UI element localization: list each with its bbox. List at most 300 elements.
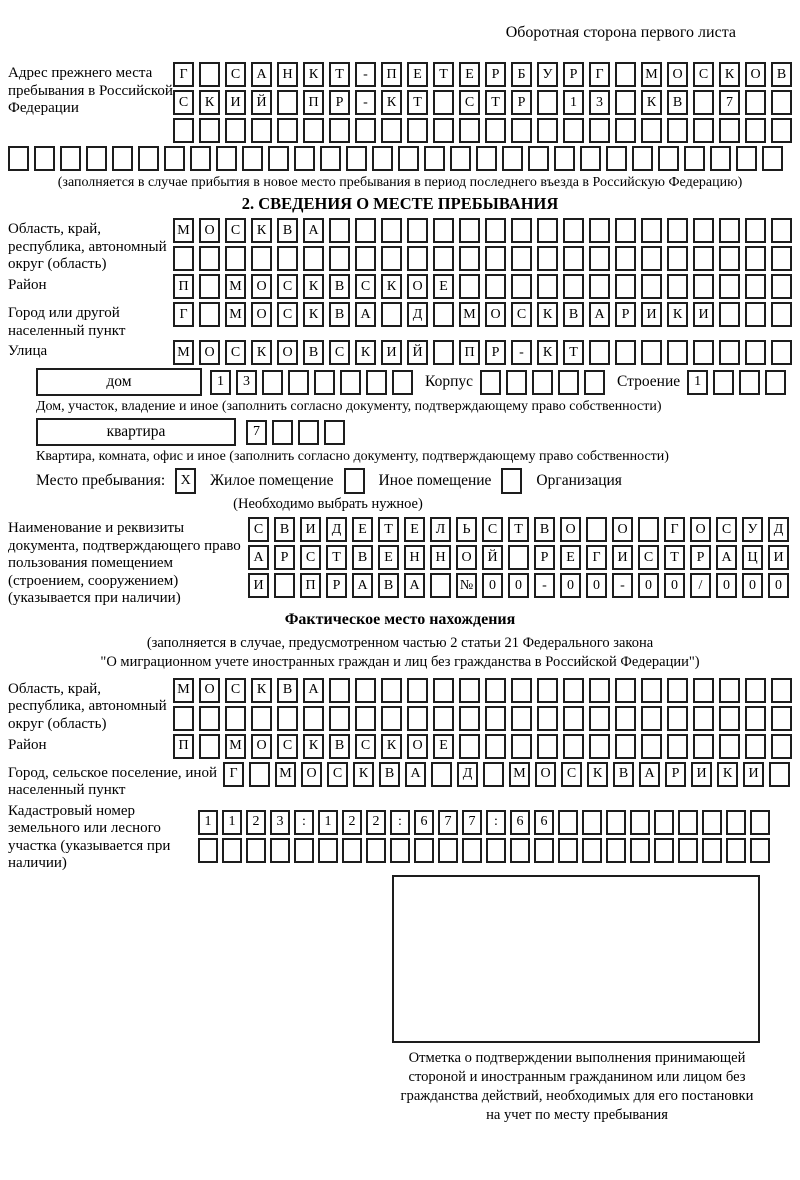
char-cell[interactable] <box>270 838 290 863</box>
char-cell[interactable] <box>340 370 361 395</box>
char-cell[interactable]: К <box>303 302 324 327</box>
char-cell[interactable]: О <box>612 517 633 542</box>
char-cell[interactable] <box>424 146 445 171</box>
char-cell[interactable]: А <box>303 218 324 243</box>
char-cell[interactable] <box>222 838 242 863</box>
char-cell[interactable] <box>277 246 298 271</box>
char-cell[interactable]: О <box>535 762 556 787</box>
char-cell[interactable]: П <box>381 62 402 87</box>
char-cell[interactable] <box>615 90 636 115</box>
char-cell[interactable] <box>251 246 272 271</box>
char-cell[interactable]: Р <box>615 302 636 327</box>
char-cell[interactable]: В <box>329 302 350 327</box>
char-cell[interactable] <box>433 302 454 327</box>
char-cell[interactable] <box>459 246 480 271</box>
char-cell[interactable] <box>554 146 575 171</box>
char-cell[interactable] <box>511 246 532 271</box>
char-cell[interactable]: Р <box>485 62 506 87</box>
char-cell[interactable] <box>762 146 783 171</box>
char-cell[interactable] <box>459 706 480 731</box>
char-cell[interactable] <box>719 678 740 703</box>
char-cell[interactable] <box>771 246 792 271</box>
char-cell[interactable]: О <box>690 517 711 542</box>
char-cell[interactable] <box>726 810 746 835</box>
char-cell[interactable] <box>294 146 315 171</box>
char-cell[interactable]: М <box>641 62 662 87</box>
char-cell[interactable] <box>769 762 790 787</box>
char-cell[interactable]: М <box>173 218 194 243</box>
char-cell[interactable] <box>381 246 402 271</box>
char-cell[interactable]: О <box>485 302 506 327</box>
char-cell[interactable] <box>606 838 626 863</box>
char-cell[interactable]: 2 <box>246 810 266 835</box>
char-cell[interactable]: И <box>300 517 321 542</box>
char-cell[interactable] <box>563 734 584 759</box>
char-cell[interactable]: Д <box>768 517 789 542</box>
char-cell[interactable] <box>199 274 220 299</box>
char-cell[interactable]: Е <box>378 545 399 570</box>
char-cell[interactable] <box>251 118 272 143</box>
char-cell[interactable] <box>745 340 766 365</box>
char-cell[interactable]: 6 <box>510 810 530 835</box>
char-cell[interactable] <box>710 146 731 171</box>
char-cell[interactable]: Р <box>690 545 711 570</box>
char-cell[interactable] <box>298 420 319 445</box>
char-cell[interactable]: П <box>300 573 321 598</box>
char-cell[interactable] <box>431 762 452 787</box>
char-cell[interactable] <box>199 118 220 143</box>
char-cell[interactable] <box>606 146 627 171</box>
char-cell[interactable]: Р <box>329 90 350 115</box>
char-cell[interactable] <box>288 370 309 395</box>
char-cell[interactable]: К <box>537 340 558 365</box>
char-cell[interactable] <box>615 340 636 365</box>
char-cell[interactable]: В <box>534 517 555 542</box>
char-cell[interactable]: 0 <box>638 573 659 598</box>
char-cell[interactable]: А <box>589 302 610 327</box>
char-cell[interactable]: К <box>251 340 272 365</box>
char-cell[interactable] <box>199 246 220 271</box>
char-cell[interactable]: В <box>274 517 295 542</box>
char-cell[interactable] <box>615 734 636 759</box>
char-cell[interactable] <box>563 706 584 731</box>
char-cell[interactable]: Ь <box>456 517 477 542</box>
char-cell[interactable]: С <box>638 545 659 570</box>
char-cell[interactable]: 0 <box>560 573 581 598</box>
char-cell[interactable] <box>678 810 698 835</box>
char-cell[interactable] <box>528 146 549 171</box>
char-cell[interactable] <box>580 146 601 171</box>
char-cell[interactable]: О <box>251 302 272 327</box>
char-cell[interactable] <box>719 340 740 365</box>
char-cell[interactable]: : <box>390 810 410 835</box>
char-cell[interactable] <box>511 218 532 243</box>
char-cell[interactable] <box>745 90 766 115</box>
char-cell[interactable] <box>190 146 211 171</box>
char-cell[interactable] <box>582 838 602 863</box>
char-cell[interactable] <box>485 218 506 243</box>
char-cell[interactable] <box>329 118 350 143</box>
char-cell[interactable] <box>329 218 350 243</box>
char-cell[interactable]: С <box>248 517 269 542</box>
char-cell[interactable]: А <box>355 302 376 327</box>
char-cell[interactable] <box>462 838 482 863</box>
char-cell[interactable]: Т <box>485 90 506 115</box>
char-cell[interactable] <box>532 370 553 395</box>
char-cell[interactable]: 7 <box>719 90 740 115</box>
char-cell[interactable]: К <box>199 90 220 115</box>
char-cell[interactable] <box>771 118 792 143</box>
char-cell[interactable]: П <box>459 340 480 365</box>
char-cell[interactable]: К <box>355 340 376 365</box>
char-cell[interactable]: С <box>225 62 246 87</box>
char-cell[interactable]: К <box>667 302 688 327</box>
char-cell[interactable]: 0 <box>742 573 763 598</box>
char-cell[interactable] <box>589 706 610 731</box>
char-cell[interactable] <box>615 62 636 87</box>
char-cell[interactable] <box>199 734 220 759</box>
char-cell[interactable]: Т <box>563 340 584 365</box>
char-cell[interactable]: 3 <box>589 90 610 115</box>
char-cell[interactable] <box>433 678 454 703</box>
char-cell[interactable] <box>407 218 428 243</box>
char-cell[interactable]: Б <box>511 62 532 87</box>
char-cell[interactable]: О <box>745 62 766 87</box>
char-cell[interactable] <box>693 678 714 703</box>
char-cell[interactable]: - <box>355 90 376 115</box>
char-cell[interactable]: И <box>691 762 712 787</box>
char-cell[interactable]: К <box>717 762 738 787</box>
char-cell[interactable]: О <box>407 734 428 759</box>
char-cell[interactable]: Т <box>407 90 428 115</box>
char-cell[interactable] <box>563 118 584 143</box>
char-cell[interactable]: Т <box>329 62 350 87</box>
char-cell[interactable] <box>433 218 454 243</box>
char-cell[interactable] <box>589 274 610 299</box>
char-cell[interactable]: С <box>693 62 714 87</box>
char-cell[interactable]: С <box>277 734 298 759</box>
char-cell[interactable] <box>771 340 792 365</box>
char-cell[interactable]: В <box>667 90 688 115</box>
char-cell[interactable]: К <box>353 762 374 787</box>
char-cell[interactable]: О <box>560 517 581 542</box>
char-cell[interactable]: Р <box>326 573 347 598</box>
char-cell[interactable]: 0 <box>508 573 529 598</box>
char-cell[interactable] <box>320 146 341 171</box>
char-cell[interactable]: Е <box>560 545 581 570</box>
char-cell[interactable] <box>693 706 714 731</box>
char-cell[interactable]: В <box>379 762 400 787</box>
char-cell[interactable] <box>199 62 220 87</box>
char-cell[interactable] <box>537 118 558 143</box>
char-cell[interactable] <box>60 146 81 171</box>
char-cell[interactable] <box>346 146 367 171</box>
char-cell[interactable] <box>34 146 55 171</box>
char-cell[interactable] <box>771 678 792 703</box>
char-cell[interactable] <box>459 734 480 759</box>
char-cell[interactable]: А <box>248 545 269 570</box>
char-cell[interactable] <box>430 573 451 598</box>
char-cell[interactable] <box>719 218 740 243</box>
char-cell[interactable]: У <box>537 62 558 87</box>
char-cell[interactable] <box>314 370 335 395</box>
char-cell[interactable]: О <box>277 340 298 365</box>
checkbox-other-premises[interactable] <box>344 468 365 494</box>
char-cell[interactable]: Т <box>664 545 685 570</box>
char-cell[interactable]: В <box>771 62 792 87</box>
char-cell[interactable] <box>630 838 650 863</box>
char-cell[interactable]: М <box>225 302 246 327</box>
char-cell[interactable] <box>771 302 792 327</box>
char-cell[interactable]: И <box>248 573 269 598</box>
char-cell[interactable]: М <box>173 678 194 703</box>
char-cell[interactable] <box>485 246 506 271</box>
char-cell[interactable]: А <box>352 573 373 598</box>
char-cell[interactable]: В <box>563 302 584 327</box>
char-cell[interactable] <box>485 678 506 703</box>
char-cell[interactable] <box>771 90 792 115</box>
char-cell[interactable] <box>589 340 610 365</box>
char-cell[interactable]: М <box>509 762 530 787</box>
char-cell[interactable] <box>537 706 558 731</box>
char-cell[interactable]: Д <box>457 762 478 787</box>
char-cell[interactable] <box>510 838 530 863</box>
char-cell[interactable] <box>381 118 402 143</box>
char-cell[interactable]: О <box>456 545 477 570</box>
char-cell[interactable]: Г <box>664 517 685 542</box>
char-cell[interactable] <box>641 218 662 243</box>
char-cell[interactable]: 7 <box>438 810 458 835</box>
char-cell[interactable]: 1 <box>198 810 218 835</box>
char-cell[interactable]: С <box>277 274 298 299</box>
char-cell[interactable]: И <box>768 545 789 570</box>
char-cell[interactable]: Р <box>511 90 532 115</box>
char-cell[interactable] <box>392 370 413 395</box>
char-cell[interactable] <box>8 146 29 171</box>
char-cell[interactable]: М <box>225 274 246 299</box>
char-cell[interactable] <box>615 218 636 243</box>
char-cell[interactable]: К <box>303 62 324 87</box>
char-cell[interactable]: Т <box>433 62 454 87</box>
char-cell[interactable] <box>506 370 527 395</box>
char-cell[interactable]: В <box>329 734 350 759</box>
char-cell[interactable] <box>86 146 107 171</box>
char-cell[interactable]: Р <box>274 545 295 570</box>
char-cell[interactable]: 1 <box>210 370 231 395</box>
char-cell[interactable] <box>486 838 506 863</box>
char-cell[interactable]: Л <box>430 517 451 542</box>
char-cell[interactable] <box>563 246 584 271</box>
char-cell[interactable]: С <box>511 302 532 327</box>
char-cell[interactable] <box>277 90 298 115</box>
char-cell[interactable]: : <box>294 810 314 835</box>
char-cell[interactable] <box>329 678 350 703</box>
char-cell[interactable] <box>558 810 578 835</box>
char-cell[interactable] <box>199 302 220 327</box>
char-cell[interactable]: А <box>639 762 660 787</box>
char-cell[interactable]: Й <box>251 90 272 115</box>
char-cell[interactable] <box>641 274 662 299</box>
char-cell[interactable] <box>745 246 766 271</box>
char-cell[interactable] <box>268 146 289 171</box>
char-cell[interactable] <box>459 274 480 299</box>
char-cell[interactable]: Г <box>586 545 607 570</box>
char-cell[interactable] <box>684 146 705 171</box>
char-cell[interactable] <box>693 90 714 115</box>
char-cell[interactable] <box>667 246 688 271</box>
char-cell[interactable] <box>366 838 386 863</box>
char-cell[interactable] <box>318 838 338 863</box>
char-cell[interactable] <box>589 246 610 271</box>
char-cell[interactable]: Й <box>407 340 428 365</box>
char-cell[interactable] <box>485 274 506 299</box>
char-cell[interactable]: С <box>225 340 246 365</box>
char-cell[interactable] <box>563 218 584 243</box>
char-cell[interactable]: С <box>300 545 321 570</box>
char-cell[interactable] <box>390 838 410 863</box>
char-cell[interactable]: В <box>277 678 298 703</box>
char-cell[interactable]: П <box>303 90 324 115</box>
char-cell[interactable] <box>641 118 662 143</box>
char-cell[interactable] <box>381 706 402 731</box>
char-cell[interactable] <box>138 146 159 171</box>
char-cell[interactable] <box>433 90 454 115</box>
char-cell[interactable]: С <box>329 340 350 365</box>
char-cell[interactable] <box>476 146 497 171</box>
char-cell[interactable]: И <box>743 762 764 787</box>
char-cell[interactable]: С <box>173 90 194 115</box>
char-cell[interactable] <box>355 678 376 703</box>
char-cell[interactable] <box>459 118 480 143</box>
char-cell[interactable]: К <box>303 274 324 299</box>
char-cell[interactable] <box>324 420 345 445</box>
char-cell[interactable] <box>693 734 714 759</box>
char-cell[interactable]: К <box>251 678 272 703</box>
char-cell[interactable] <box>459 218 480 243</box>
char-cell[interactable] <box>693 118 714 143</box>
char-cell[interactable] <box>355 246 376 271</box>
char-cell[interactable]: С <box>277 302 298 327</box>
char-cell[interactable] <box>199 706 220 731</box>
char-cell[interactable]: № <box>456 573 477 598</box>
char-cell[interactable] <box>272 420 293 445</box>
char-cell[interactable]: 2 <box>366 810 386 835</box>
char-cell[interactable] <box>225 706 246 731</box>
char-cell[interactable]: О <box>199 340 220 365</box>
char-cell[interactable] <box>164 146 185 171</box>
char-cell[interactable] <box>329 706 350 731</box>
char-cell[interactable]: Г <box>589 62 610 87</box>
char-cell[interactable]: А <box>716 545 737 570</box>
char-cell[interactable] <box>726 838 746 863</box>
char-cell[interactable] <box>277 118 298 143</box>
char-cell[interactable]: / <box>690 573 711 598</box>
char-cell[interactable]: Т <box>378 517 399 542</box>
char-cell[interactable] <box>537 274 558 299</box>
char-cell[interactable] <box>303 118 324 143</box>
char-cell[interactable]: С <box>327 762 348 787</box>
char-cell[interactable] <box>480 370 501 395</box>
char-cell[interactable] <box>438 838 458 863</box>
char-cell[interactable]: О <box>667 62 688 87</box>
char-cell[interactable] <box>771 734 792 759</box>
char-cell[interactable] <box>173 118 194 143</box>
char-cell[interactable] <box>745 678 766 703</box>
char-cell[interactable]: В <box>329 274 350 299</box>
char-cell[interactable] <box>667 734 688 759</box>
char-cell[interactable] <box>274 573 295 598</box>
char-cell[interactable]: : <box>486 810 506 835</box>
char-cell[interactable]: С <box>355 734 376 759</box>
char-cell[interactable]: 6 <box>534 810 554 835</box>
char-cell[interactable] <box>638 517 659 542</box>
char-cell[interactable] <box>589 734 610 759</box>
char-cell[interactable] <box>586 517 607 542</box>
char-cell[interactable] <box>658 146 679 171</box>
char-cell[interactable]: В <box>352 545 373 570</box>
char-cell[interactable]: Е <box>433 734 454 759</box>
char-cell[interactable] <box>719 302 740 327</box>
char-cell[interactable] <box>558 370 579 395</box>
char-cell[interactable] <box>381 302 402 327</box>
char-cell[interactable]: Д <box>326 517 347 542</box>
char-cell[interactable] <box>407 118 428 143</box>
char-cell[interactable] <box>678 838 698 863</box>
char-cell[interactable]: О <box>251 274 272 299</box>
char-cell[interactable]: С <box>561 762 582 787</box>
char-cell[interactable]: К <box>251 218 272 243</box>
char-cell[interactable] <box>537 734 558 759</box>
char-cell[interactable] <box>713 370 734 395</box>
char-cell[interactable] <box>667 706 688 731</box>
char-cell[interactable]: К <box>537 302 558 327</box>
char-cell[interactable] <box>702 810 722 835</box>
char-cell[interactable] <box>511 274 532 299</box>
char-cell[interactable] <box>745 706 766 731</box>
char-cell[interactable] <box>771 274 792 299</box>
char-cell[interactable] <box>745 734 766 759</box>
char-cell[interactable] <box>225 246 246 271</box>
char-cell[interactable]: П <box>173 734 194 759</box>
char-cell[interactable]: О <box>301 762 322 787</box>
char-cell[interactable] <box>693 340 714 365</box>
char-cell[interactable]: Р <box>534 545 555 570</box>
char-cell[interactable]: 3 <box>270 810 290 835</box>
char-cell[interactable]: Н <box>404 545 425 570</box>
char-cell[interactable]: 2 <box>342 810 362 835</box>
char-cell[interactable]: М <box>225 734 246 759</box>
char-cell[interactable]: К <box>719 62 740 87</box>
char-cell[interactable] <box>693 246 714 271</box>
char-cell[interactable] <box>641 706 662 731</box>
char-cell[interactable] <box>511 734 532 759</box>
char-cell[interactable] <box>407 706 428 731</box>
char-cell[interactable] <box>502 146 523 171</box>
char-cell[interactable]: 0 <box>482 573 503 598</box>
char-cell[interactable] <box>414 838 434 863</box>
char-cell[interactable]: - <box>534 573 555 598</box>
char-cell[interactable]: А <box>405 762 426 787</box>
char-cell[interactable] <box>719 734 740 759</box>
char-cell[interactable]: 1 <box>687 370 708 395</box>
char-cell[interactable] <box>433 706 454 731</box>
char-cell[interactable] <box>719 246 740 271</box>
char-cell[interactable]: 6 <box>414 810 434 835</box>
char-cell[interactable] <box>654 810 674 835</box>
checkbox-residential[interactable]: X <box>175 468 196 494</box>
char-cell[interactable]: Д <box>407 302 428 327</box>
char-cell[interactable] <box>615 706 636 731</box>
